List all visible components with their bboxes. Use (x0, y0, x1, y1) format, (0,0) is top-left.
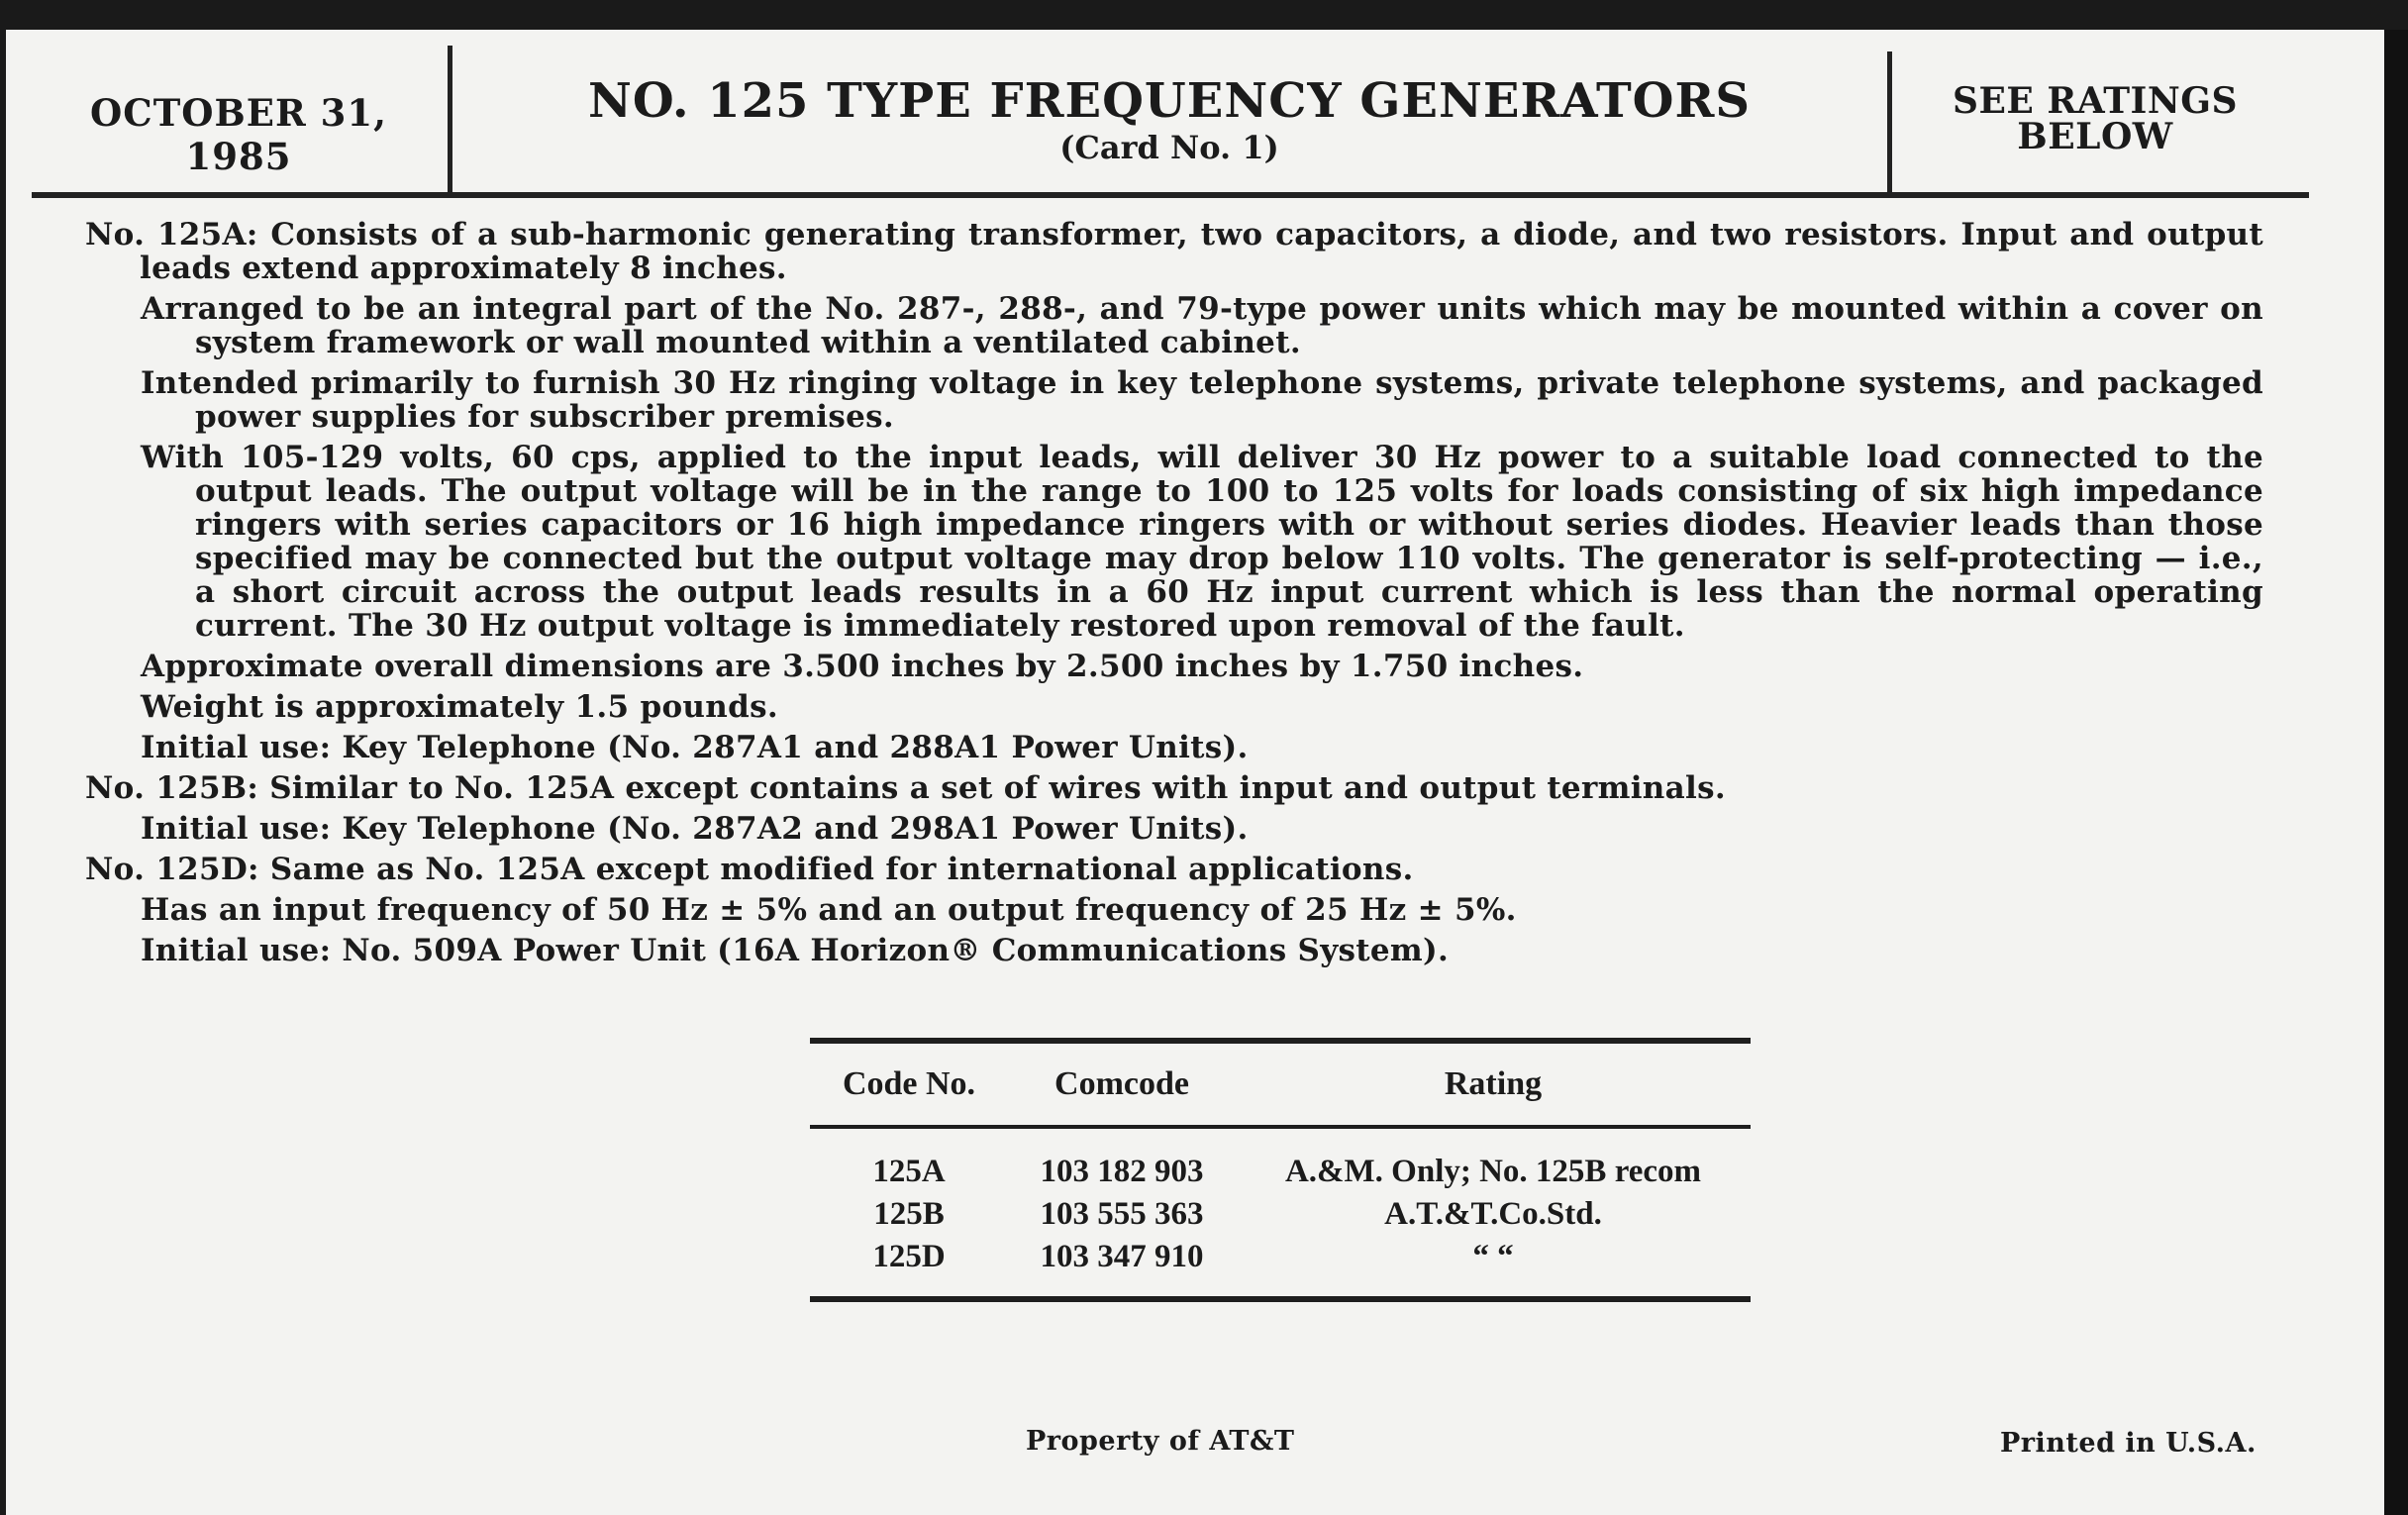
header-rating: Rating (1444, 1065, 1543, 1102)
card-title: NO. 125 TYPE FREQUENCY GENERATORS (587, 73, 1752, 129)
paragraph-125b: No. 125B: Similar to No. 125A except contains a set of wires with input and output terminals. (85, 770, 1726, 806)
paragraph-frequency-125d: Has an input frequency of 50 Hz ± 5% and an output frequency of 25 Hz ± 5%. (141, 892, 1517, 928)
paragraph-initial-use-125a: Initial use: Key Telephone (No. 287A1 and 288A1 Power Units). (141, 730, 1249, 765)
paragraph-initial-use-125d: Initial use: No. 509A Power Unit (16A Horizon® Communications System). (141, 933, 1450, 968)
paragraph-dimensions: Approximate overall dimensions are 3.500 inches by 2.500 inches by 1.750 inches. (141, 649, 1584, 684)
ratings-line-2: BELOW (2017, 116, 2173, 157)
paragraph-125d: No. 125D: Same as No. 125A except modified for international applications. (85, 852, 1414, 887)
table-header (810, 1044, 1751, 1125)
cell-comcode: 103 555 363 (1040, 1196, 1204, 1232)
header-code-no: Code No. (842, 1065, 976, 1102)
footer-printed: Printed in U.S.A. (2000, 1428, 2257, 1459)
table-row (810, 1236, 1751, 1278)
catalog-card (6, 30, 2408, 1515)
header-rule (32, 192, 2309, 198)
footer-property: Property of AT&T (1026, 1426, 1295, 1457)
cell-comcode: 103 347 910 (1040, 1239, 1204, 1274)
paragraph-initial-use-125b: Initial use: Key Telephone (No. 287A2 and 298A1 Power Units). (141, 811, 1249, 847)
paragraph-weight: Weight is approximately 1.5 pounds. (141, 689, 778, 725)
table-body (810, 1129, 1751, 1296)
card-body (85, 218, 2263, 974)
paragraph-arranged: Arranged to be an integral part of the No. 287-, 288-, and 79-type power units which may be mounted within a cover on system framework or wall mounted within a ventilated cabinet. (141, 291, 2263, 360)
table-bottom-rule (810, 1296, 1751, 1302)
paragraph-operation: With 105-129 volts, 60 cps, applied to the input leads, will deliver 30 Hz power to a suitable load connected to the output leads. The output voltage will be in the range to 100 to 125 volts for loads consisting of six high impedance ringers with series capacitors or 16 high impedance ringers with or without series diodes. Heavier leads than those specified may be connected but the output voltage may drop below 110 volts. The generator is self-protecting — i.e., a short circuit across the output leads results in a 60 Hz input current which is less than the normal operating current. The 30 Hz output voltage is immediately restored upon removal of the fault. (141, 440, 2263, 644)
card-date: OCTOBER 31, 1985 (90, 91, 387, 178)
cell-code: 125A (872, 1154, 946, 1189)
cell-rating: “ “ (1472, 1239, 1514, 1274)
cell-code: 125B (873, 1196, 945, 1232)
ratings-table (810, 1038, 1751, 1302)
paragraph-intended: Intended primarily to furnish 30 Hz ringing voltage in key telephone systems, private telephone systems, and packaged power supplies for subscriber premises. (141, 365, 2263, 435)
header-comcode: Comcode (1054, 1065, 1189, 1102)
header-divider-right (1887, 51, 1892, 198)
table-row (810, 1193, 1751, 1236)
card-subtitle: (Card No. 1) (1059, 129, 1279, 166)
cell-comcode: 103 182 903 (1040, 1154, 1204, 1189)
table-row (810, 1151, 1751, 1193)
scan-edge (2384, 30, 2408, 1515)
cell-code: 125D (872, 1239, 946, 1274)
ratings-line-1: SEE RATINGS (1952, 80, 2239, 122)
cell-rating: A.&M. Only; No. 125B recom (1284, 1154, 1702, 1189)
paragraph-125a: No. 125A: Consists of a sub-harmonic generating transformer, two capacitors, a diode, and two resistors. Input and output leads extend approximately 8 inches. (85, 217, 2263, 286)
ratings-note (1897, 80, 2293, 157)
cell-rating: A.T.&T.Co.Std. (1384, 1196, 1602, 1232)
